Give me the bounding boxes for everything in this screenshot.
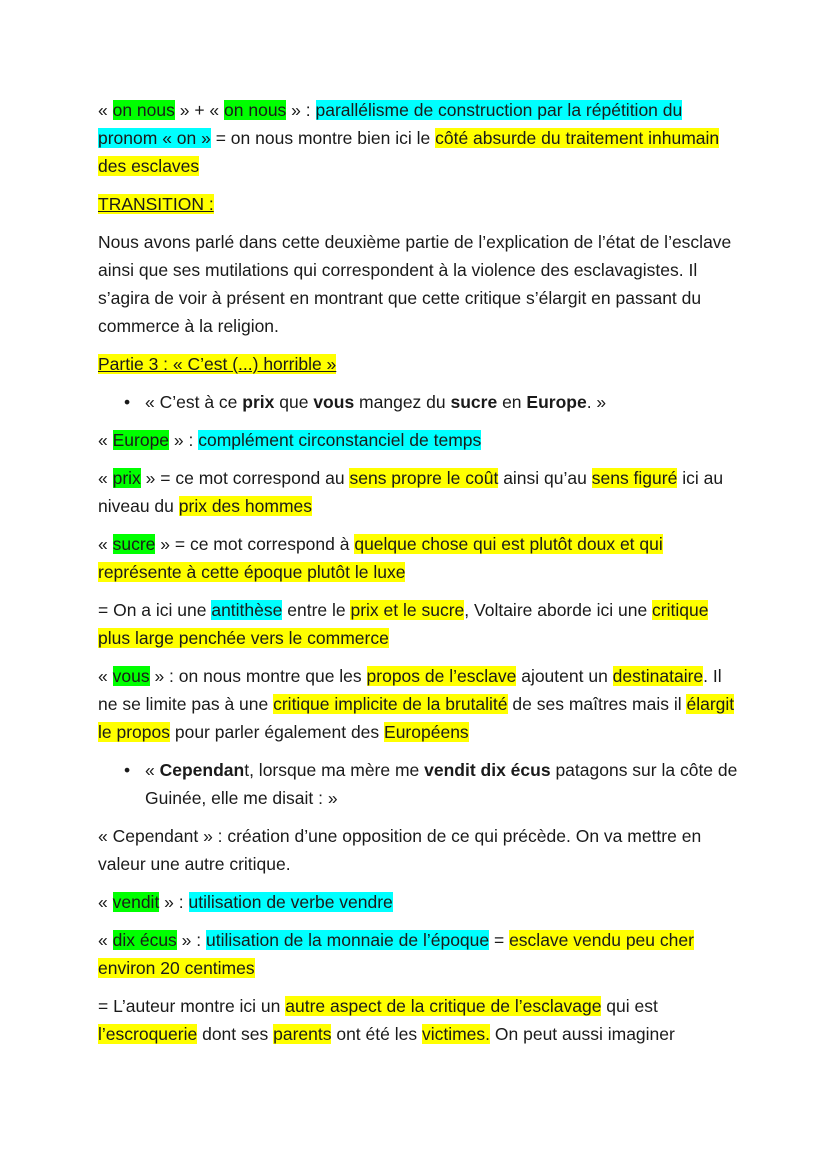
text-run: vendit dix écus — [424, 760, 551, 780]
highlighted-text: vendit — [112, 892, 160, 912]
highlighted-text: sens figuré — [591, 468, 678, 488]
paragraph — [98, 530, 738, 586]
highlighted-text: vous — [112, 666, 150, 686]
highlighted-text: l’escroquerie — [98, 1024, 198, 1044]
text-run: , Voltaire aborde ici une — [464, 600, 653, 620]
text-run: patagons sur la côte de Guinée, elle me disait : » — [145, 760, 738, 808]
text-run: mangez du — [354, 392, 451, 412]
highlighted-text: TRANSITION : — [98, 194, 214, 214]
highlighted-text: Partie 3 : « C’est (...) horrible » — [98, 354, 337, 374]
paragraph — [98, 426, 738, 454]
text-run: Europe — [526, 392, 587, 412]
paragraph — [98, 464, 738, 520]
text-run: » : on nous montre que les — [149, 666, 367, 686]
highlighted-text: complément circonstanciel de temps — [198, 430, 482, 450]
highlighted-text: prix des hommes — [178, 496, 313, 516]
highlighted-text: propos de l’esclave — [366, 666, 517, 686]
paragraph — [98, 350, 738, 378]
text-run: de ses maîtres mais il — [507, 694, 687, 714]
text-run: ainsi qu’au — [498, 468, 592, 488]
text-run: qui est — [601, 996, 658, 1016]
text-run: entre le — [282, 600, 351, 620]
paragraph — [98, 662, 738, 746]
highlighted-text: utilisation de la monnaie de l’époque — [206, 930, 490, 950]
paragraph — [98, 926, 738, 982]
bullet-quote — [98, 388, 738, 416]
text-run: ajoutent un — [516, 666, 613, 686]
text-run: « — [98, 666, 113, 686]
text-run: sucre — [450, 392, 498, 412]
text-run: . Il ne se limite pas à une — [98, 666, 722, 714]
text-run: « Cependant » : création d’une opposition de ce qui précède. On va mettre en valeur une autre critique. — [98, 826, 702, 874]
text-run: dont ses — [197, 1024, 274, 1044]
paragraph — [98, 888, 738, 916]
text-body — [98, 96, 738, 1058]
paragraph — [98, 228, 738, 340]
text-run: que — [274, 392, 314, 412]
highlighted-text: on nous — [224, 100, 287, 120]
text-run: t, lorsque ma mère me — [244, 760, 425, 780]
text-run: » = ce mot correspond au — [140, 468, 350, 488]
text-run: » : — [176, 930, 206, 950]
highlighted-text: parallélisme de construction par la répétition du pronom « on » — [98, 100, 683, 148]
highlighted-text: autre aspect de la critique de l’esclavage — [285, 996, 602, 1016]
text-run: « — [98, 892, 113, 912]
text-run: » + « — [174, 100, 225, 120]
text-run: « — [98, 430, 113, 450]
highlighted-text: antithèse — [211, 600, 283, 620]
highlighted-text: destinataire — [612, 666, 704, 686]
paragraph — [98, 822, 738, 878]
text-run: « C’est à ce — [145, 392, 243, 412]
highlighted-text: critique plus large penchée vers le commerce — [98, 600, 709, 648]
text-run: » : — [159, 892, 189, 912]
highlighted-text: Europe — [112, 430, 170, 450]
text-run: Cependan — [159, 760, 245, 780]
text-run: = on nous montre bien ici le — [210, 128, 436, 148]
highlighted-text: on nous — [112, 100, 175, 120]
text-run: » : — [169, 430, 199, 450]
highlighted-text: dix écus — [112, 930, 177, 950]
paragraph — [98, 96, 738, 180]
highlighted-text: quelque chose qui est plutôt doux et qui représente à cette époque plutôt le luxe — [98, 534, 663, 582]
highlighted-text: prix — [112, 468, 141, 488]
text-run: prix — [242, 392, 275, 412]
text-run: » : — [286, 100, 316, 120]
text-run: On peut aussi imaginer — [490, 1024, 675, 1044]
highlighted-text: élargit le propos — [98, 694, 735, 742]
paragraph — [98, 190, 738, 218]
highlighted-text: critique implicite de la brutalité — [273, 694, 508, 714]
bullet-icon: • — [124, 392, 131, 412]
text-run: » = ce mot correspond à — [155, 534, 355, 554]
text-run: « — [98, 930, 113, 950]
text-run: « — [145, 760, 160, 780]
text-run: « — [98, 100, 113, 120]
text-run: = — [489, 930, 510, 950]
bullet-icon: • — [124, 760, 131, 780]
text-run: ici au niveau du — [98, 468, 724, 516]
highlighted-text: prix et le sucre — [350, 600, 465, 620]
text-run: = On a ici une — [98, 600, 212, 620]
text-run: = L’auteur montre ici un — [98, 996, 286, 1016]
paragraph — [98, 596, 738, 652]
highlighted-text: sucre — [112, 534, 156, 554]
highlighted-text: parents — [273, 1024, 332, 1044]
bullet-quote — [98, 756, 738, 812]
highlighted-text: sens propre le coût — [349, 468, 499, 488]
text-run: Nous avons parlé dans cette deuxième partie de l’explication de l’état de l’esclave ainsi que ses mutilations qui correspondent à la violence des esclavagistes. Il s’agira de voir à présent en montrant que cette critique s’élargit en passant du commerce à la religion. — [98, 232, 732, 336]
highlighted-text: esclave vendu peu cher environ 20 centimes — [98, 930, 694, 978]
text-run: « — [98, 534, 113, 554]
text-run: en — [497, 392, 527, 412]
text-run: pour parler également des — [170, 722, 385, 742]
text-run: . » — [586, 392, 607, 412]
text-run: ont été les — [331, 1024, 422, 1044]
text-run: « — [98, 468, 113, 488]
highlighted-text: utilisation de verbe vendre — [188, 892, 393, 912]
text-run: vous — [313, 392, 355, 412]
paragraph — [98, 992, 738, 1048]
highlighted-text: côté absurde du traitement inhumain des esclaves — [98, 128, 720, 176]
highlighted-text: victimes. — [421, 1024, 491, 1044]
highlighted-text: Européens — [384, 722, 469, 742]
